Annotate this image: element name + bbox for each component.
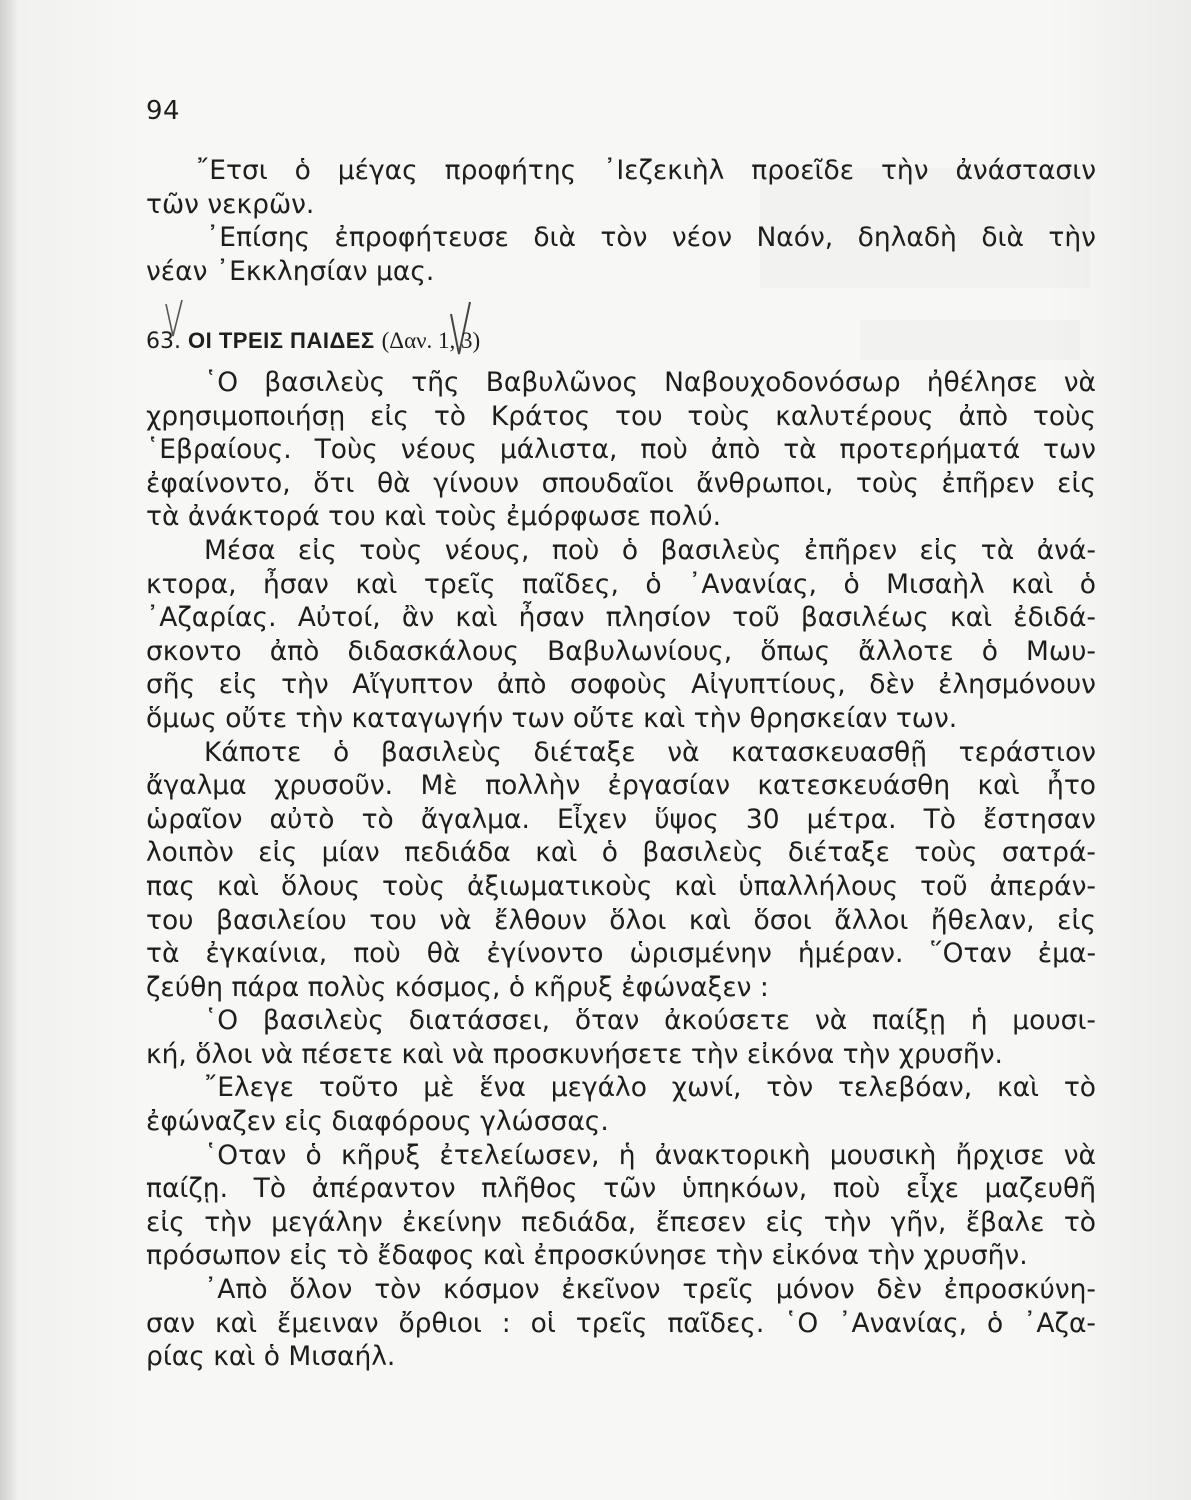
text-line: ῾Ο βασιλεὺς διατάσσει, ὅταν ἀκούσετε νὰ παίξῃ ἡ μουσι-	[204, 1005, 1096, 1037]
text-line: σκοντο ἀπὸ διδασκάλους Βαβυλωνίους, ὅπως ἄλλοτε ὁ Μωυ-	[146, 635, 1096, 667]
text-line: ἐφώναζεν εἰς διαφόρους γλώσσας.	[146, 1106, 609, 1138]
page-edge-shadow	[0, 0, 18, 1500]
text-line: κτορα, ἦσαν καὶ τρεῖς παῖδες, ὁ ᾽Ανανίας, ὁ Μισαὴλ καὶ ὁ	[146, 568, 1096, 600]
text-line: λοιπὸν εἰς μίαν πεδιάδα καὶ ὁ βασιλεὺς διέταξε τοὺς σατρά-	[146, 837, 1096, 869]
text-line: κή, ὅλοι νὰ πέσετε καὶ νὰ προσκυνήσετε τὴν εἰκόνα τὴν χρυσῆν.	[146, 1038, 1003, 1070]
text-line: Μέσα εἰς τοὺς νέους, ποὺ ὁ βασιλεὺς ἐπῆρεν εἰς τὰ ἀνά-	[204, 534, 1096, 566]
text-line: ᾽Απὸ ὅλον τὸν κόσμον ἐκεῖνον τρεῖς μόνον δὲν ἐπροσκύνη-	[204, 1274, 1096, 1306]
text-line: ῾Εβραίους. Τοὺς νέους μάλιστα, ποὺ ἀπὸ τὰ προτερήματά των	[146, 434, 1096, 466]
text-line: εἰς τὴν μεγάλην ἐκείνην πεδιάδα, ἔπεσεν εἰς τὴν γῆν, ἔβαλε τὸ	[146, 1206, 1096, 1238]
text-line: παίζῃ. Τὸ ἀπέραντον πλῆθος τῶν ὑπηκόων, ποὺ εἶχε μαζευθῆ	[146, 1173, 1096, 1205]
text-line: τῶν νεκρῶν.	[146, 188, 315, 220]
text-line: νέαν ᾽Εκκλησίαν μας.	[146, 255, 435, 287]
text-line: ὅμως οὔτε τὴν καταγωγήν των οὔτε καὶ τὴν θρησκείαν των.	[146, 702, 958, 734]
text-line: τὰ ἐγκαίνια, ποὺ θὰ ἐγίνοντο ὡρισμένην ἡμέραν. ῞Οταν ἐμα-	[146, 938, 1096, 970]
text-line: πρόσωπον εἰς τὸ ἔδαφος καὶ ἐπροσκύνησε τὴν εἰκόνα τὴν χρυσῆν.	[146, 1240, 1028, 1272]
text-line: ρίας καὶ ὁ Μισαήλ.	[146, 1341, 396, 1373]
text-line: ῾Ο βασιλεὺς τῆς Βαβυλῶνος Ναβουχοδονόσωρ ἠθέλησε νὰ	[204, 367, 1096, 398]
section-body	[146, 366, 1096, 1374]
intro-paragraphs	[146, 154, 1096, 288]
text-line: ᾽Αζαρίας. Αὐτοί, ἂν καὶ ἦσαν πλησίον τοῦ βασιλέως καὶ ἐδιδά-	[146, 602, 1096, 634]
text-line: ῎Ελεγε τοῦτο μὲ ἕνα μεγάλο χωνί, τὸν τελεβόαν, καὶ τὸ	[204, 1072, 1096, 1104]
text-line: σῆς εἰς τὴν Αἴγυπτον ἀπὸ σοφοὺς Αἰγυπτίους, δὲν ἐλησμόνουν	[146, 669, 1096, 701]
bleed-through-shadow	[860, 320, 1080, 360]
text-line: ῾Οταν ὁ κῆρυξ ἐτελείωσεν, ἡ ἀνακτορικὴ μουσικὴ ἤρχισε νὰ	[204, 1139, 1096, 1171]
page-number: 94	[146, 96, 181, 126]
text-line: ἄγαλμα χρυσοῦν. Μὲ πολλὴν ἐργασίαν κατεσκευάσθη καὶ ἦτο	[146, 770, 1096, 802]
text-line: χρησιμοποιήσῃ εἰς τὸ Κράτος του τοὺς καλυτέρους ἀπὸ τοὺς	[146, 400, 1096, 432]
section-reference: (Δαν. 1, 3)	[381, 328, 481, 353]
section-title: ΟΙ ΤΡΕΙΣ ΠΑΙΔΕΣ	[188, 328, 375, 353]
section-number: 63.	[146, 329, 181, 354]
section-heading	[146, 328, 480, 354]
text-line: ῎Ετσι ὁ μέγας προφήτης ᾽Ιεζεκιὴλ προεῖδε τὴν ἀνάστασιν	[196, 155, 1096, 186]
text-line: τὰ ἀνάκτορά του καὶ τοὺς ἐμόρφωσε πολύ.	[146, 501, 722, 533]
text-line: Κάποτε ὁ βασιλεὺς διέταξε νὰ κατασκευασθῇ τεράστιον	[204, 736, 1096, 768]
text-line: πας καὶ ὅλους τοὺς ἀξιωματικοὺς καὶ ὑπαλλήλους τοῦ ἀπεράν-	[146, 870, 1096, 902]
text-line: του βασιλείου του νὰ ἔλθουν ὅλοι καὶ ὅσοι ἄλλοι ἤθελαν, εἰς	[146, 904, 1096, 936]
text-line: ζεύθη πάρα πολὺς κόσμος, ὁ κῆρυξ ἐφώναξεν :	[146, 971, 769, 1003]
text-line: ᾽Επίσης ἐπροφήτευσε διὰ τὸν νέον Ναόν, δηλαδὴ διὰ τὴν	[206, 222, 1096, 254]
text-line: σαν καὶ ἔμειναν ὄρθιοι : οἱ τρεῖς παῖδες. ῾Ο ᾽Ανανίας, ὁ ᾽Αζα-	[146, 1307, 1096, 1339]
text-line: ἐφαίνοντο, ὅτι θὰ γίνουν σπουδαῖοι ἄνθρωποι, τοὺς ἐπῆρεν εἰς	[146, 467, 1096, 499]
text-line: ὡραῖον αὐτὸ τὸ ἄγαλμα. Εἶχεν ὕψος 30 μέτρα. Τὸ ἔστησαν	[146, 803, 1096, 835]
